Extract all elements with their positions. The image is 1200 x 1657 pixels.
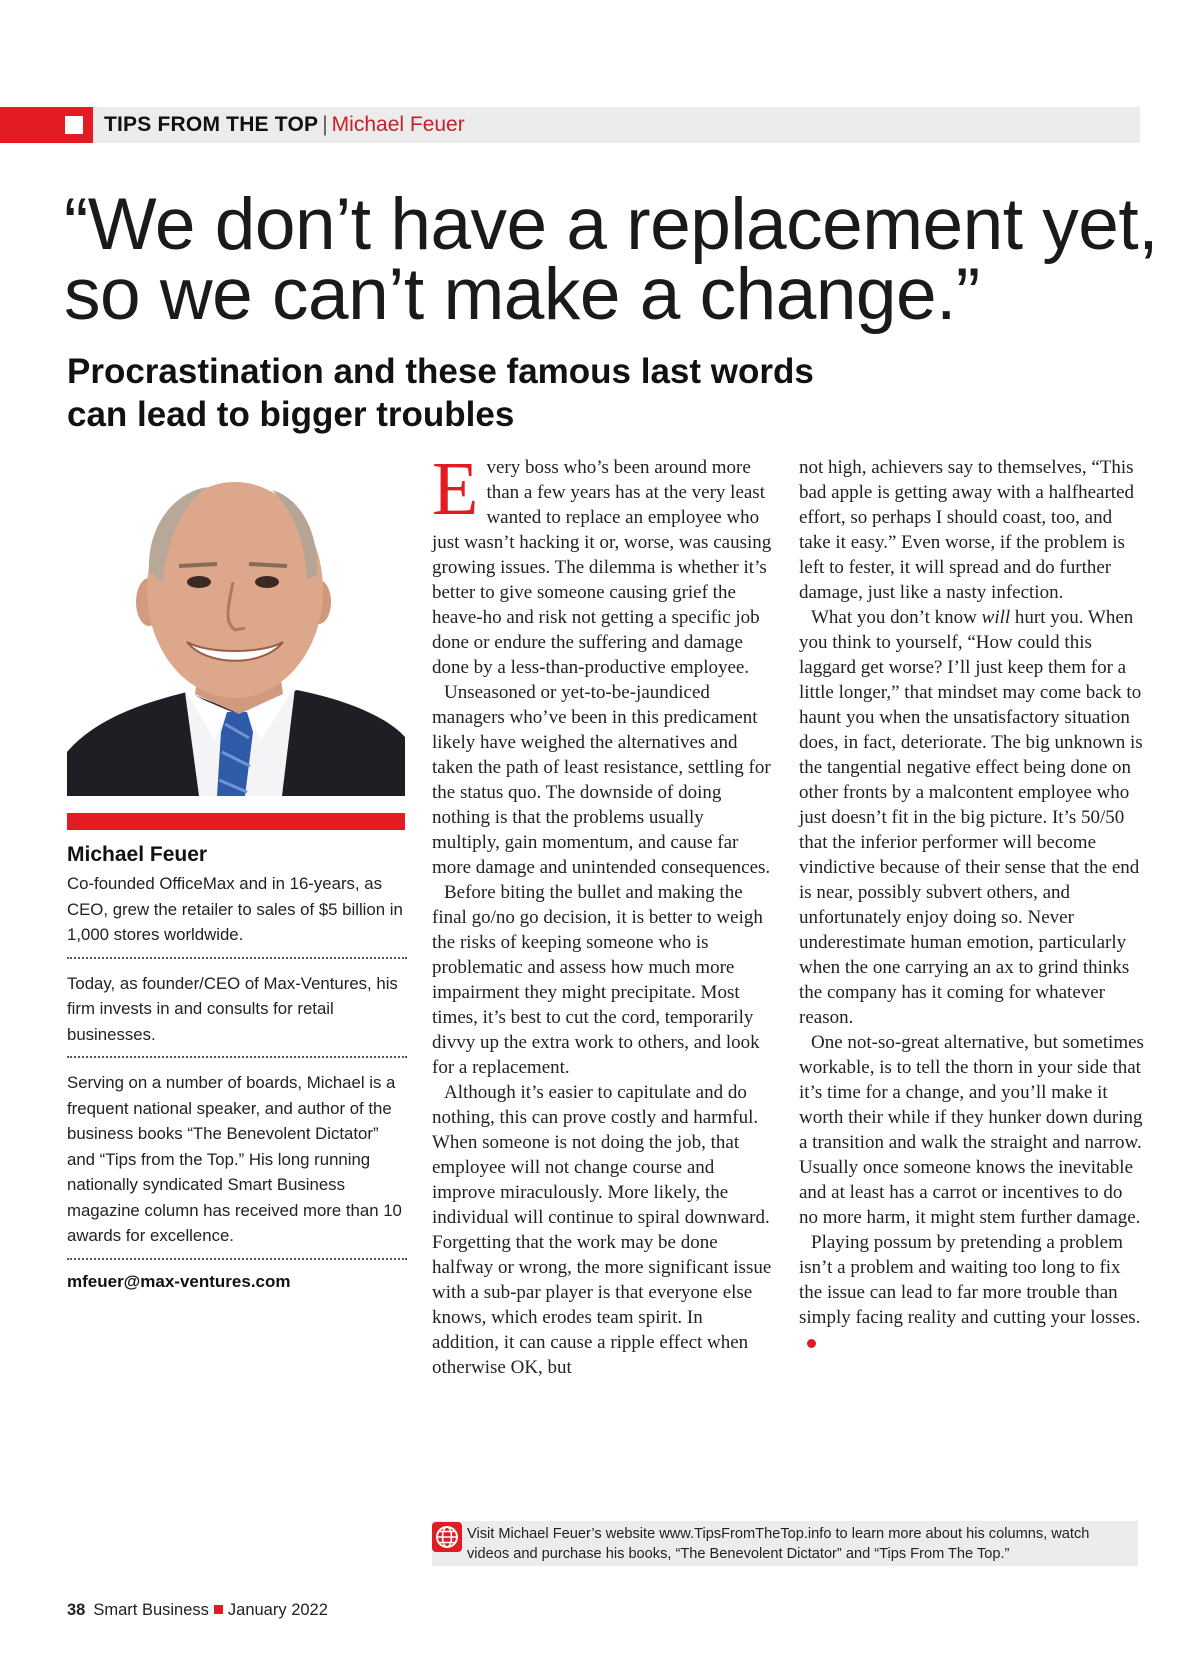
article-paragraph-8 [799, 1230, 1144, 1355]
publication-name: Smart Business [93, 1601, 209, 1619]
article-column-1 [432, 447, 772, 1380]
page-footer [67, 1601, 328, 1620]
globe-icon [432, 1522, 462, 1552]
author-photo [67, 462, 405, 796]
article-paragraph-1-text: very boss who’s been around more than a few years has at the very least wanted to replace an employee who just wasn’t hacking it or, worse, was causing growing issues. The dilemma is whether it’s better to give someone causing grief the heave-ho and risk not getting a specific job done or endure the suffering and damage done by a less-than-productive employee. [432, 457, 772, 678]
issue-date: January 2022 [227, 1601, 328, 1619]
article-paragraph-3: Before biting the bullet and making the final go/no go decision, it is better to weigh the risks of keeping someone who is problematic and assess how much more impairment they might precipitate. Most times, it’s best to cut the cord, temporarily divvy up the extra work to others, and look for a replacement. [432, 882, 763, 1078]
visit-website-text: Visit Michael Feuer’s website www.TipsFromTheTop.info to learn more about his columns, watch videos and purchase his books, “The Benevolent Dictator” and “Tips From The Top.” [467, 1526, 1090, 1562]
article-paragraph-7: One not-so-great alternative, but sometimes workable, is to tell the thorn in your side that it’s time for a change, and you’ll make it worth their while if they hunker down during a transition and walk the straight and narrow. Usually once someone knows the inevitable and at least has a carrot or incentives to do no more harm, it might stem further damage. [799, 1032, 1144, 1228]
article-column-2 [799, 455, 1144, 1355]
author-portrait-illustration [67, 462, 405, 796]
article-paragraph-2: Unseasoned or yet-to-be-jaundiced managers who’ve been in this predicament likely have weighed the alternatives and taken the path of least resistance, settling for the status quo. The downside of doing nothing is that the problems usually multiply, gain momentum, and cause far more damage and unintended consequences. [432, 682, 771, 878]
article-paragraph-6-a: What you don’t know [811, 607, 982, 628]
bio-email-link[interactable]: mfeuer@max-ventures.com [67, 1271, 291, 1291]
end-mark-icon [807, 1339, 816, 1348]
page-number: 38 [67, 1601, 86, 1619]
article-paragraph-8-text: Playing possum by pretending a problem isn’t a problem and waiting too long to fix the issue can lead to far more trouble than simply facing reality and cutting your losses. [799, 1232, 1141, 1328]
bio-paragraph-3: Serving on a number of boards, Michael is a frequent national speaker, and author of the business books “The Benevolent Dictator” and “Tips from the Top.” His long running nationally syndicated Smart Business magazine column has received more than 10 awards for excellence. [67, 1073, 402, 1245]
bio-divider [67, 1258, 407, 1260]
subheadline: Procrastination and these famous last words can lead to bigger troubles [67, 352, 814, 434]
section-title: TIPS FROM THE TOP [104, 113, 319, 136]
article-paragraph-5: not high, achievers say to themselves, “This bad apple is getting away with a halfhearted effort, so perhaps I should coast, too, and take it easy.” Even worse, if the problem is left to fester, it will spread and do further damage, just like a nasty infection. [799, 457, 1135, 603]
bio-paragraph-1: Co-founded OfficeMax and in 16-years, as CEO, grew the retailer to sales of $5 billion in 1,000 stores worldwide. [67, 874, 403, 944]
article-paragraph [432, 447, 772, 680]
drop-cap: E [432, 447, 479, 531]
article-paragraph-4: Although it’s easier to capitulate and do nothing, this can prove costly and harmful. When someone is not doing the job, that employee will not change course and improve miraculously. More likely, the individual will continue to spiral downward. Forgetting that the work may be done halfway or wrong, the more significant issue with a sub-par player is that everyone else knows, which erodes team spirit. In addition, it can cause a ripple effect when otherwise OK, but [432, 1082, 772, 1378]
bio-paragraph-2: Today, as founder/CEO of Max-Ventures, his firm invests in and consults for retail businesses. [67, 973, 398, 1044]
bio-divider [67, 957, 407, 959]
author-bio [67, 843, 407, 1292]
globe-icon-graphic [432, 1522, 462, 1552]
article-paragraph-6-b: hurt you. When you think to yourself, “How could this laggard get worse? I’ll just keep them for a little longer,” that mindset may come back to haunt you when the unsatisfactory situation does, in fact, deteriorate. The big unknown is the tangential negative effect being done on other fronts by a malcontent employee who just doesn’t fit in the big picture. It’s 50/50 that the inferior performer will become vindictive because of their sense that the end is near, possibly subvert others, and unfortunately enjoy doing so. Never underestimate human emotion, particularly when the one carrying an ax to grind thinks the company has it coming for whatever reason. [799, 607, 1143, 1028]
section-label [104, 114, 465, 136]
article-paragraph-6 [799, 605, 1144, 1030]
photo-accent-bar [67, 813, 405, 830]
section-header-bar [0, 107, 1140, 143]
section-separator: | [322, 113, 328, 136]
article-paragraph-6-emphasis: will [981, 607, 1011, 628]
bio-divider [67, 1056, 407, 1058]
section-author: Michael Feuer [331, 113, 465, 136]
footer-square-icon [214, 1605, 223, 1614]
bio-name: Michael Feuer [67, 843, 208, 866]
headline: “We don’t have a replacement yet, so we can’t make a change.” [64, 184, 1158, 335]
section-square-icon [65, 116, 83, 134]
